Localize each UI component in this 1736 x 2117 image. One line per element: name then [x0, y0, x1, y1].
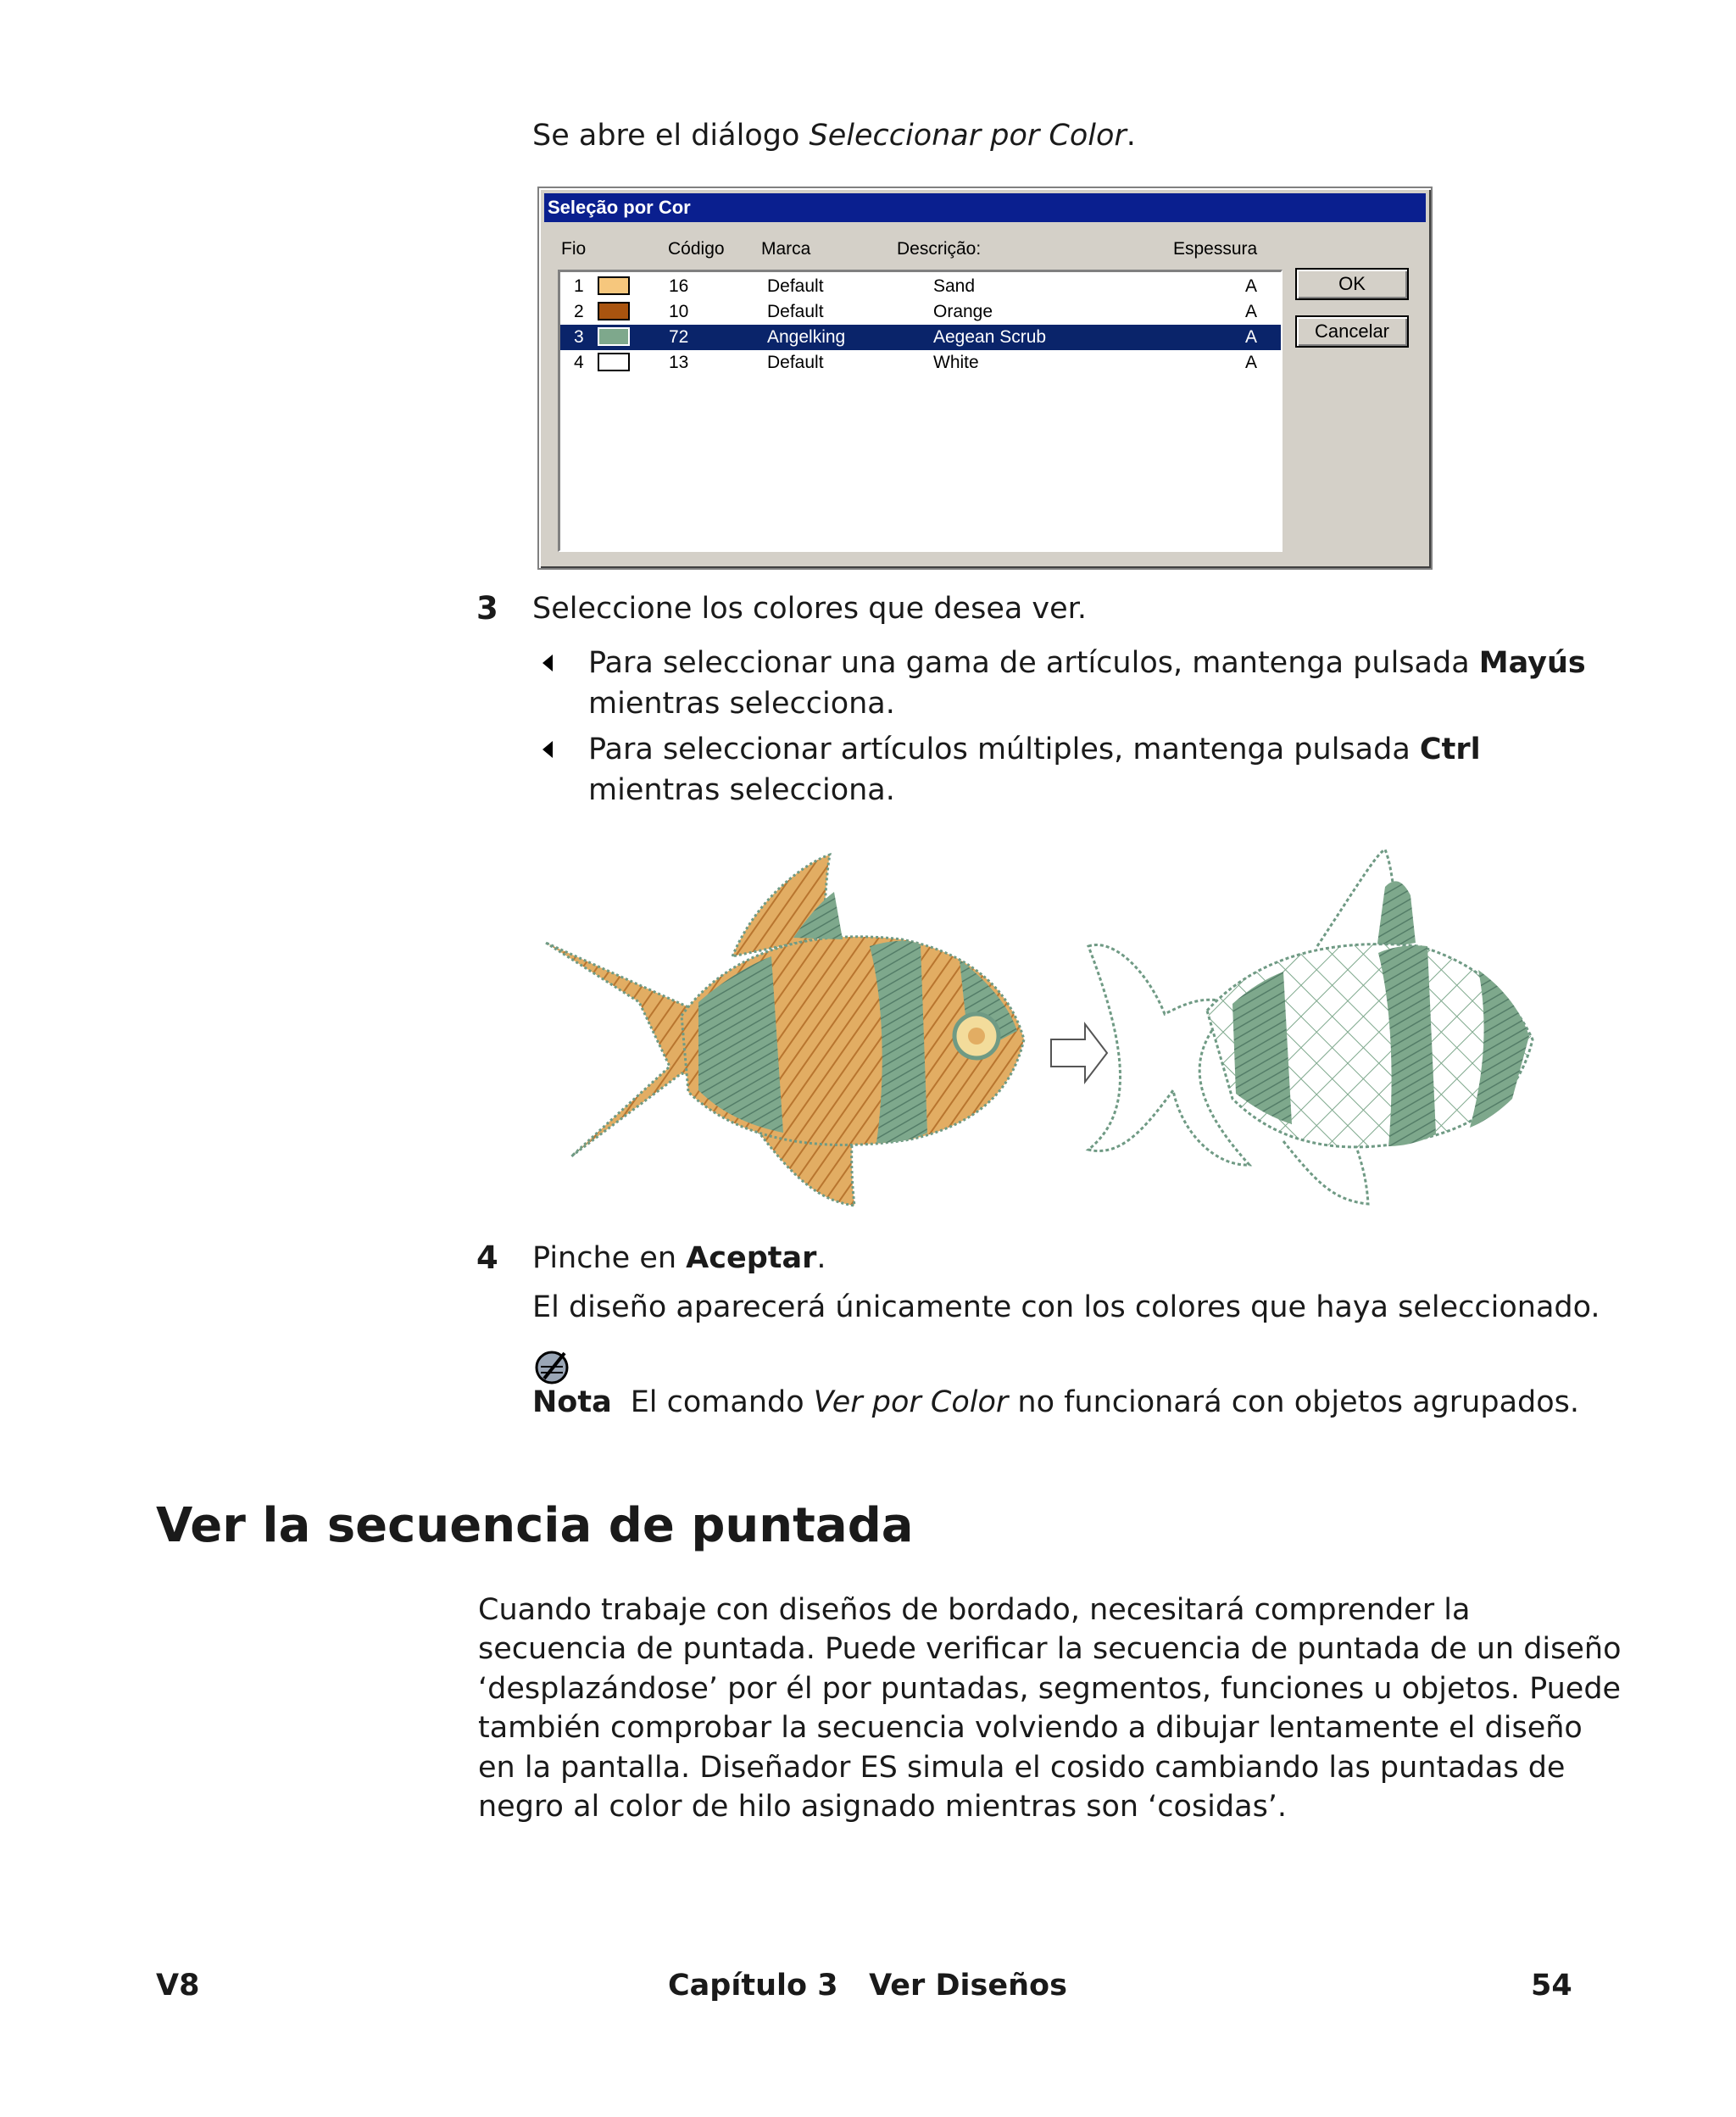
- col-header-fio: Fio: [561, 239, 587, 259]
- color-swatch: [598, 353, 630, 371]
- step-4-result: El diseño aparecerá únicamente con los colores que haya seleccionado.: [532, 1290, 1600, 1324]
- section-paragraph: [478, 1591, 1622, 1826]
- note-label: Nota: [532, 1385, 612, 1419]
- fish-ventral-fin-outline: [1283, 1141, 1368, 1204]
- bullet-1-line-2: mientras selecciona.: [588, 687, 895, 721]
- fish-filtered: [1088, 850, 1533, 1204]
- thread-row-1[interactable]: [560, 274, 1281, 299]
- note-text-end: no funcionará con objetos agrupados.: [1008, 1385, 1580, 1419]
- step-4-line: [532, 1238, 826, 1279]
- row-codigo: 16: [669, 276, 689, 296]
- row-espessura: A: [1245, 327, 1258, 347]
- paragraph-line: ‘desplazándose’ por él por puntadas, segmentos, funciones u objetos. Puede: [478, 1671, 1622, 1706]
- color-swatch: [598, 276, 630, 295]
- footer-page-number: 54: [1531, 1969, 1572, 2003]
- col-header-espessura: Espessura: [1173, 239, 1258, 259]
- col-header-codigo: Código: [668, 239, 725, 259]
- row-marca: Default: [767, 276, 824, 296]
- color-swatch: [598, 327, 630, 346]
- step-4-text: Pinche en: [532, 1241, 687, 1275]
- step-4-number: 4: [476, 1240, 498, 1276]
- intro-line: [532, 115, 1136, 156]
- dialog-title-bar: Seleção por Cor: [544, 193, 1426, 222]
- bullet-1-line-1: [588, 643, 1586, 683]
- paragraph-line: en la pantalla. Diseñador ES simula el cosido cambiando las puntadas de: [478, 1750, 1566, 1785]
- row-fio: 4: [574, 353, 584, 372]
- bullet-2-text: Para seleccionar artículos múltiples, mantenga pulsada: [588, 733, 1420, 766]
- row-marca: Default: [767, 302, 824, 321]
- row-descricao: Aegean Scrub: [933, 327, 1047, 347]
- paragraph-line: secuencia de puntada. Puede verificar la secuencia de puntada de un diseño: [478, 1632, 1622, 1667]
- note-line: [532, 1382, 1579, 1423]
- row-descricao: Sand: [933, 276, 976, 296]
- section-heading: Ver la secuencia de puntada: [156, 1498, 914, 1553]
- ok-button[interactable]: OK: [1295, 268, 1409, 300]
- key-ctrl: Ctrl: [1419, 733, 1481, 766]
- accept-label: Aceptar: [686, 1241, 817, 1275]
- thread-row-2[interactable]: [560, 299, 1281, 325]
- footer-version: V8: [156, 1969, 200, 2003]
- row-marca: Angelking: [767, 327, 846, 347]
- row-espessura: A: [1245, 302, 1258, 321]
- bullet-arrow-icon: [542, 741, 553, 758]
- color-swatch: [598, 302, 630, 320]
- thread-row-3[interactable]: [560, 325, 1281, 350]
- fish-fin-stripe: [1377, 881, 1416, 950]
- bullet-arrow-icon: [542, 655, 553, 671]
- select-by-color-dialog: [537, 187, 1433, 570]
- row-descricao: Orange: [933, 302, 993, 321]
- row-codigo: 13: [669, 353, 689, 372]
- footer-chapter: Capítulo 3 Ver Diseños: [668, 1969, 1067, 2003]
- bullet-2-line-1: [588, 729, 1481, 770]
- row-descricao: White: [933, 353, 979, 372]
- row-fio: 2: [574, 302, 584, 321]
- row-codigo: 72: [669, 327, 689, 347]
- paragraph-line: negro al color de hilo asignado mientras son ‘cosidas’.: [478, 1790, 1288, 1825]
- thread-list[interactable]: [558, 270, 1283, 552]
- row-espessura: A: [1245, 353, 1258, 372]
- fish-colored: [546, 855, 1024, 1206]
- bullet-1-text: Para seleccionar una gama de artículos, mantenga pulsada: [588, 646, 1479, 680]
- thread-row-4[interactable]: [560, 350, 1281, 376]
- fish-before-after-illustration: [537, 844, 1589, 1217]
- row-marca: Default: [767, 353, 824, 372]
- note-command: Ver por Color: [813, 1385, 1009, 1419]
- row-fio: 1: [574, 276, 584, 296]
- step-4-period: .: [816, 1241, 826, 1275]
- col-header-marca: Marca: [761, 239, 811, 259]
- note-text: El comando: [630, 1385, 814, 1419]
- row-espessura: A: [1245, 276, 1258, 296]
- row-fio: 3: [574, 327, 584, 347]
- note-pencil-icon: [534, 1350, 570, 1385]
- row-codigo: 10: [669, 302, 689, 321]
- dialog-name: Seleccionar por Color: [809, 119, 1127, 153]
- transition-arrow-icon: [1051, 1024, 1107, 1082]
- cancel-button[interactable]: Cancelar: [1295, 315, 1409, 348]
- step-3-number: 3: [476, 590, 498, 627]
- intro-period: .: [1126, 119, 1136, 153]
- paragraph-line: Cuando trabaje con diseños de bordado, necesitará comprender la: [478, 1593, 1471, 1627]
- step-3-text: Seleccione los colores que desea ver.: [532, 592, 1087, 626]
- key-shift: Mayús: [1478, 646, 1586, 680]
- fish-pupil: [968, 1028, 985, 1045]
- bullet-2-line-2: mientras selecciona.: [588, 773, 895, 807]
- intro-text: Se abre el diálogo: [532, 119, 810, 153]
- paragraph-line: también comprobar la secuencia volviendo a dibujar lentamente el diseño: [478, 1711, 1583, 1746]
- col-header-descricao: Descrição:: [897, 239, 982, 259]
